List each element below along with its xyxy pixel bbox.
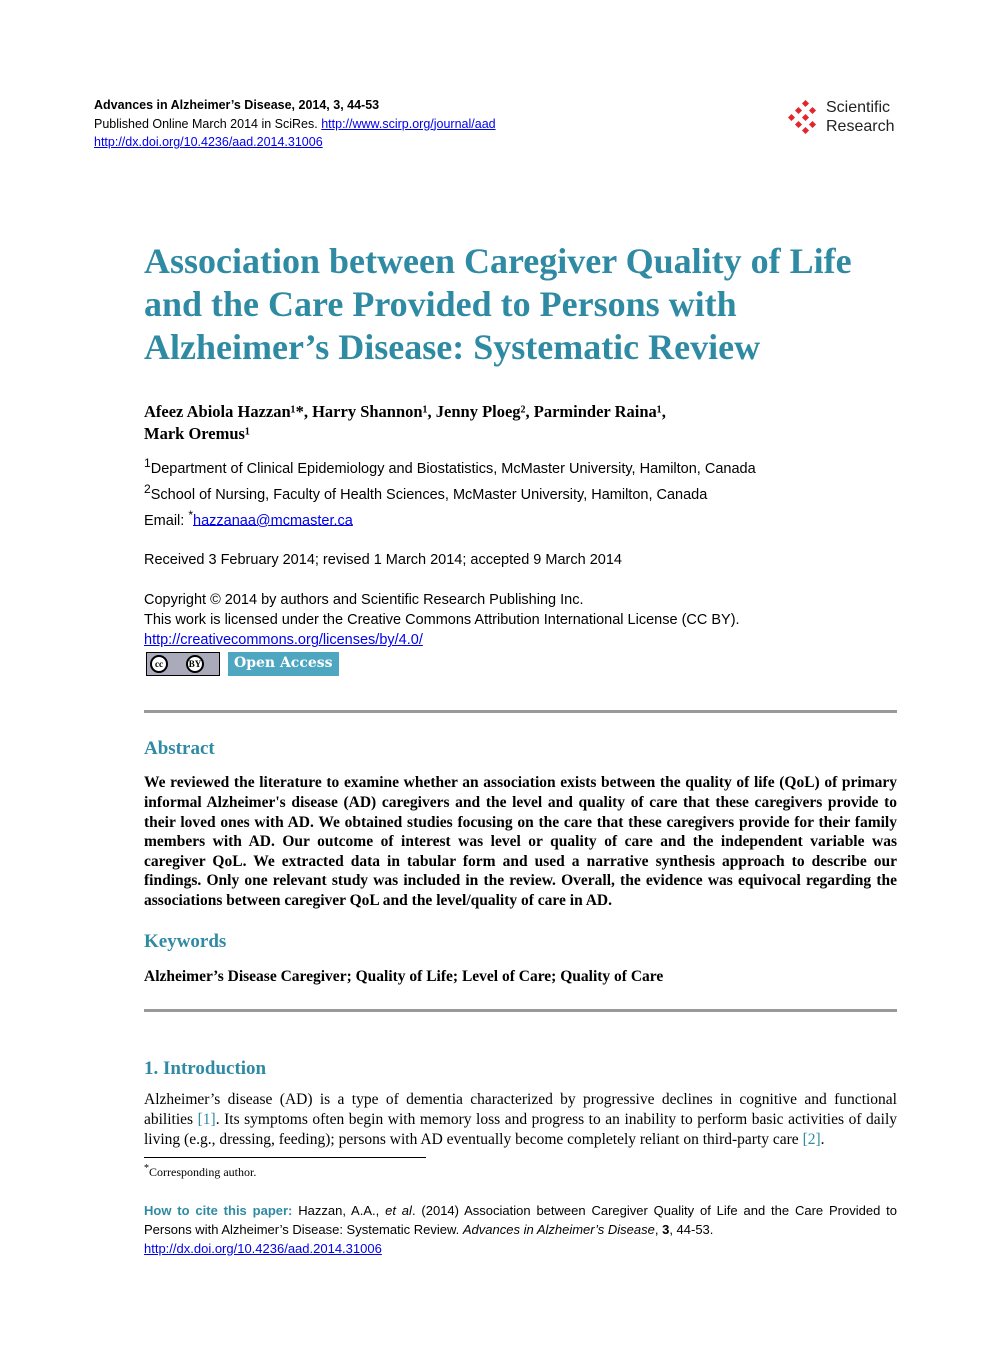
affil-sup: 2 <box>144 481 151 496</box>
authors-line1: Afeez Abiola Hazzan¹*, Harry Shannon¹, Jenny Ploeg², Parminder Raina¹, <box>144 402 666 421</box>
citation-link[interactable]: [2] <box>802 1130 821 1148</box>
keywords-heading: Keywords <box>144 930 227 952</box>
published-text: Published Online March 2014 in SciRes. <box>94 116 318 131</box>
text: Hazzan, A.A., <box>298 1202 386 1218</box>
license-line: This work is licensed under the Creative Commons Attribution International License (CC BY). <box>144 612 740 629</box>
cite-doi-link[interactable]: http://dx.doi.org/10.4236/aad.2014.31006 <box>144 1240 382 1256</box>
journal-citation: Advances in Alzheimer’s Disease, 2014, 3, 44-53 <box>94 98 380 112</box>
logo-line2: Research <box>826 118 895 135</box>
text: . (2014) Association between Caregiver Quality of Life and the Care Provided to Persons with Alzheimer’s Disease: Systematic Review. <box>144 1202 898 1237</box>
copyright <box>144 590 897 650</box>
abstract-heading: Abstract <box>144 738 215 760</box>
scientific-research-logo <box>788 98 894 136</box>
footnote-sup: * <box>144 1162 149 1174</box>
dates: Received 3 February 2014; revised 1 March 2014; accepted 9 March 2014 <box>144 552 622 569</box>
cc-by-badge[interactable] <box>146 652 220 676</box>
citation-link[interactable]: [1] <box>197 1110 216 1128</box>
journal-header <box>94 96 496 152</box>
introduction-text <box>144 1090 897 1150</box>
text: , 44-53. <box>669 1221 714 1237</box>
affil-sup: 1 <box>144 456 151 470</box>
introduction-heading: 1. Introduction <box>144 1057 267 1079</box>
doi-link[interactable]: http://dx.doi.org/10.4236/aad.2014.31006 <box>94 135 323 149</box>
footnote <box>144 1161 897 1180</box>
text: et al <box>385 1202 412 1218</box>
email-sup: * <box>188 507 194 522</box>
copyright-line: Copyright © 2014 by authors and Scientific Research Publishing Inc. <box>144 592 584 609</box>
paper-title: Association between Caregiver Quality of Life and the Care Provided to Persons with Alzheimer’s Disease: Systematic Review <box>144 241 852 367</box>
logo-diamonds-icon <box>788 100 822 134</box>
email-link[interactable]: hazzanaa@mcmaster.ca <box>193 512 353 529</box>
text: , <box>654 1221 663 1237</box>
text: . Its symptoms often begin with memory loss and progress to an inability to perform basic activities of daily living (e.g., dressing, feeding); persons with AD eventually become completely reliant on third-party care <box>144 1110 898 1148</box>
how-to-cite <box>144 1201 897 1258</box>
divider <box>144 710 897 713</box>
main-content <box>144 240 897 1258</box>
cc-icon: cc <box>150 655 168 673</box>
authors-line2: Mark Oremus¹ <box>144 424 250 443</box>
affiliations <box>144 453 897 530</box>
keywords-text: Alzheimer’s Disease Caregiver; Quality of Life; Level of Care; Quality of Care <box>144 967 664 985</box>
divider <box>144 1009 897 1012</box>
email-label: Email: <box>144 512 185 529</box>
footnote-text: Corresponding author. <box>149 1164 257 1179</box>
footnote-rule <box>144 1157 426 1158</box>
text: Advances in Alzheimer’s Disease <box>462 1221 655 1237</box>
logo-line1: Scientific <box>826 99 891 116</box>
how-to-cite-label: How to cite this paper: <box>144 1202 293 1218</box>
badges <box>146 652 897 676</box>
abstract-text: We reviewed the literature to examine whether an association exists between the quality of life (QoL) of primary informal Alzheimer's disease (AD) caregivers and the level and quality of care that these caregivers provide to their loved ones with AD. We obtained studies focusing on the care that these caregivers provide for their family members with AD. Our outcome of interest was level or quality of care and the independent variable was caregiver QoL. We extracted data in tabular form and used a narrative synthesis approach to describe our findings. Only one relevant study was included in the review. Overall, the evidence was equivocal regarding the associations between caregiver QoL and the level/quality of care in AD. <box>144 774 897 910</box>
by-icon: BY <box>186 655 204 673</box>
journal-link[interactable]: http://www.scirp.org/journal/aad <box>321 116 496 131</box>
text: . <box>820 1130 825 1148</box>
affiliation: School of Nursing, Faculty of Health Sciences, McMaster University, Hamilton, Canada <box>150 486 708 503</box>
license-link[interactable]: http://creativecommons.org/licenses/by/4.0/ <box>144 632 423 649</box>
open-access-badge: Open Access <box>228 652 339 676</box>
text: Alzheimer’s disease (AD) is a type of dementia characterized by progressive declines in cognitive and functional abilities <box>144 1090 897 1128</box>
text: 3 <box>662 1221 670 1237</box>
authors <box>144 401 897 445</box>
affiliation: Department of Clinical Epidemiology and Biostatistics, McMaster University, Hamilton, Canada <box>150 460 756 477</box>
